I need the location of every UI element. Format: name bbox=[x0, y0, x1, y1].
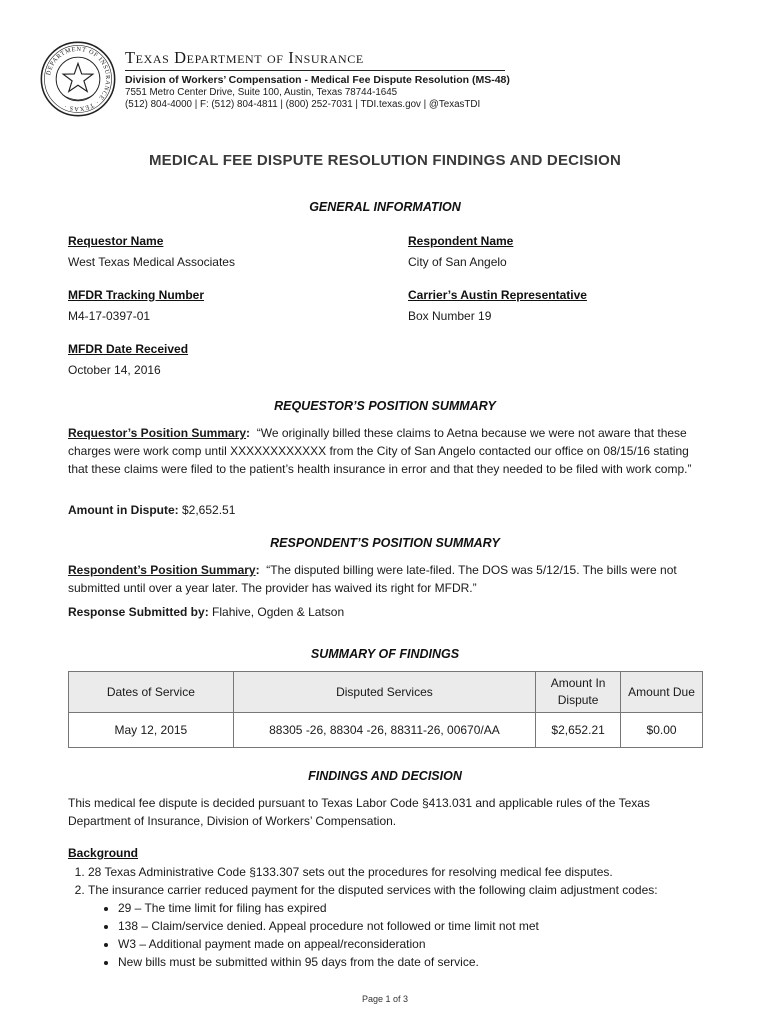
carrier-rep-value: Box Number 19 bbox=[408, 309, 492, 323]
address-line: 7551 Metro Center Drive, Suite 100, Austin, Texas 78744-1645 bbox=[125, 87, 398, 98]
date-received-label: MFDR Date Received bbox=[68, 342, 189, 356]
response-submitted-value: Flahive, Ogden & Latson bbox=[212, 605, 345, 619]
date-received-value: October 14, 2016 bbox=[68, 363, 161, 377]
respondent-position-text: “The disputed billing were late-filed. The DOS was 5/12/15. The bills were not submitted until over a year later. The provider has waived its right for MFDR.” bbox=[68, 563, 677, 595]
general-info-heading: GENERAL INFORMATION bbox=[309, 200, 461, 214]
findings-intro: This medical fee dispute is decided pursuant to Texas Labor Code §413.031 and applicable rules of the Texas Department of Insurance, Division of Workers’ Compensation. bbox=[68, 796, 650, 828]
col-header-dates: Dates of Service bbox=[69, 672, 234, 713]
findings-table bbox=[68, 671, 703, 748]
background-item-1: 28 Texas Administrative Code §133.307 sets out the procedures for resolving medical fee disputes. bbox=[88, 865, 613, 879]
list-item: • New bills must be submitted within 95 days from the date of service. bbox=[118, 953, 738, 971]
respondent-position-label: Respondent’s Position Summary bbox=[68, 563, 256, 577]
col-header-amount-due: Amount Due bbox=[621, 672, 703, 713]
adjustment-codes-list bbox=[88, 899, 738, 971]
summary-findings-heading: SUMMARY OF FINDINGS bbox=[310, 647, 460, 661]
requestor-position-paragraph: Requestor’s Position Summary: “We originally billed these claims to Aetna because we were not aware that these charges were work comp until XXXXXXXXXXXX from the City of San Angelo contacted our office on 08/15/16 stating that these claims were filed to the patient’s health insurance in error and that they needed to be filed with work comp.” bbox=[68, 426, 692, 476]
requestor-name-label: Requestor Name bbox=[68, 234, 164, 248]
tracking-number-label: MFDR Tracking Number bbox=[68, 288, 205, 302]
requestor-name-value: West Texas Medical Associates bbox=[68, 255, 235, 269]
response-submitted-label: Response Submitted by: bbox=[68, 605, 209, 619]
table-row bbox=[69, 713, 703, 748]
contact-line: (512) 804-4000 | F: (512) 804-4811 | (800) 252-7031 | TDI.texas.gov | @TexasTDI bbox=[125, 99, 481, 110]
list-item bbox=[88, 881, 738, 971]
agency-name: Texas Department of Insurance bbox=[125, 48, 505, 71]
cell-amount-due: $0.00 bbox=[621, 713, 703, 748]
carrier-rep-label: Carrier’s Austin Representative bbox=[408, 288, 587, 302]
list-item bbox=[88, 863, 738, 881]
requestor-position-text: “We originally billed these claims to Aetna because we were not aware that these charges were work comp until XXXXXXXXXXXX from the City of San Angelo contacted our office on 08/15/16 stating that these claims were filed to the patient’s health insurance in error and that they needed to be filed with work comp.” bbox=[68, 426, 692, 476]
col-header-services: Disputed Services bbox=[233, 672, 535, 713]
list-item: • W3 – Additional payment made on appeal/reconsideration bbox=[118, 935, 738, 953]
respondent-name-label: Respondent Name bbox=[408, 234, 514, 248]
cell-amount-dispute: $2,652.21 bbox=[536, 713, 621, 748]
background-list bbox=[68, 863, 738, 971]
respondent-position-heading: RESPONDENT’S POSITION SUMMARY bbox=[270, 536, 500, 550]
background-label: Background bbox=[68, 846, 139, 860]
list-item: • 29 – The time limit for filing has expired bbox=[118, 899, 738, 917]
respondent-position-paragraph: Respondent’s Position Summary: “The disputed billing were late-filed. The DOS was 5/12/15. The bills were not submitted until over a year later. The provider has waived its right for MFDR.” bbox=[68, 563, 677, 595]
amount-in-dispute-value: $2,652.51 bbox=[182, 503, 236, 517]
requestor-position-heading: REQUESTOR’S POSITION SUMMARY bbox=[274, 399, 496, 413]
cell-date: May 12, 2015 bbox=[69, 713, 234, 748]
background-item-2: The insurance carrier reduced payment for the disputed services with the following claim adjustment codes: bbox=[88, 883, 658, 897]
amount-in-dispute bbox=[68, 501, 708, 519]
col-header-amount-dispute: Amount In Dispute bbox=[536, 672, 621, 713]
findings-decision-heading: FINDINGS AND DECISION bbox=[308, 769, 462, 783]
tdi-seal-logo bbox=[39, 40, 117, 118]
letterhead bbox=[125, 48, 510, 110]
requestor-position-label: Requestor’s Position Summary bbox=[68, 426, 247, 440]
respondent-name-value: City of San Angelo bbox=[408, 255, 507, 269]
division-line: Division of Workers’ Compensation - Medical Fee Dispute Resolution (MS-48) bbox=[125, 74, 510, 86]
tracking-number-value: M4-17-0397-01 bbox=[68, 309, 151, 323]
svg-text:DEPARTMENT OF INSURANCE · TEXA: DEPARTMENT OF INSURANCE · TEXAS · bbox=[45, 45, 112, 113]
amount-in-dispute-label: Amount in Dispute: bbox=[68, 503, 179, 517]
cell-services: 88305 -26, 88304 -26, 88311-26, 00670/AA bbox=[233, 713, 535, 748]
response-submitted-by bbox=[68, 603, 708, 621]
page-number: Page 1 of 3 bbox=[361, 994, 409, 1004]
document-title: MEDICAL FEE DISPUTE RESOLUTION FINDINGS AND DECISION bbox=[148, 152, 622, 169]
list-item: • 138 – Claim/service denied. Appeal procedure not followed or time limit not met bbox=[118, 917, 738, 935]
